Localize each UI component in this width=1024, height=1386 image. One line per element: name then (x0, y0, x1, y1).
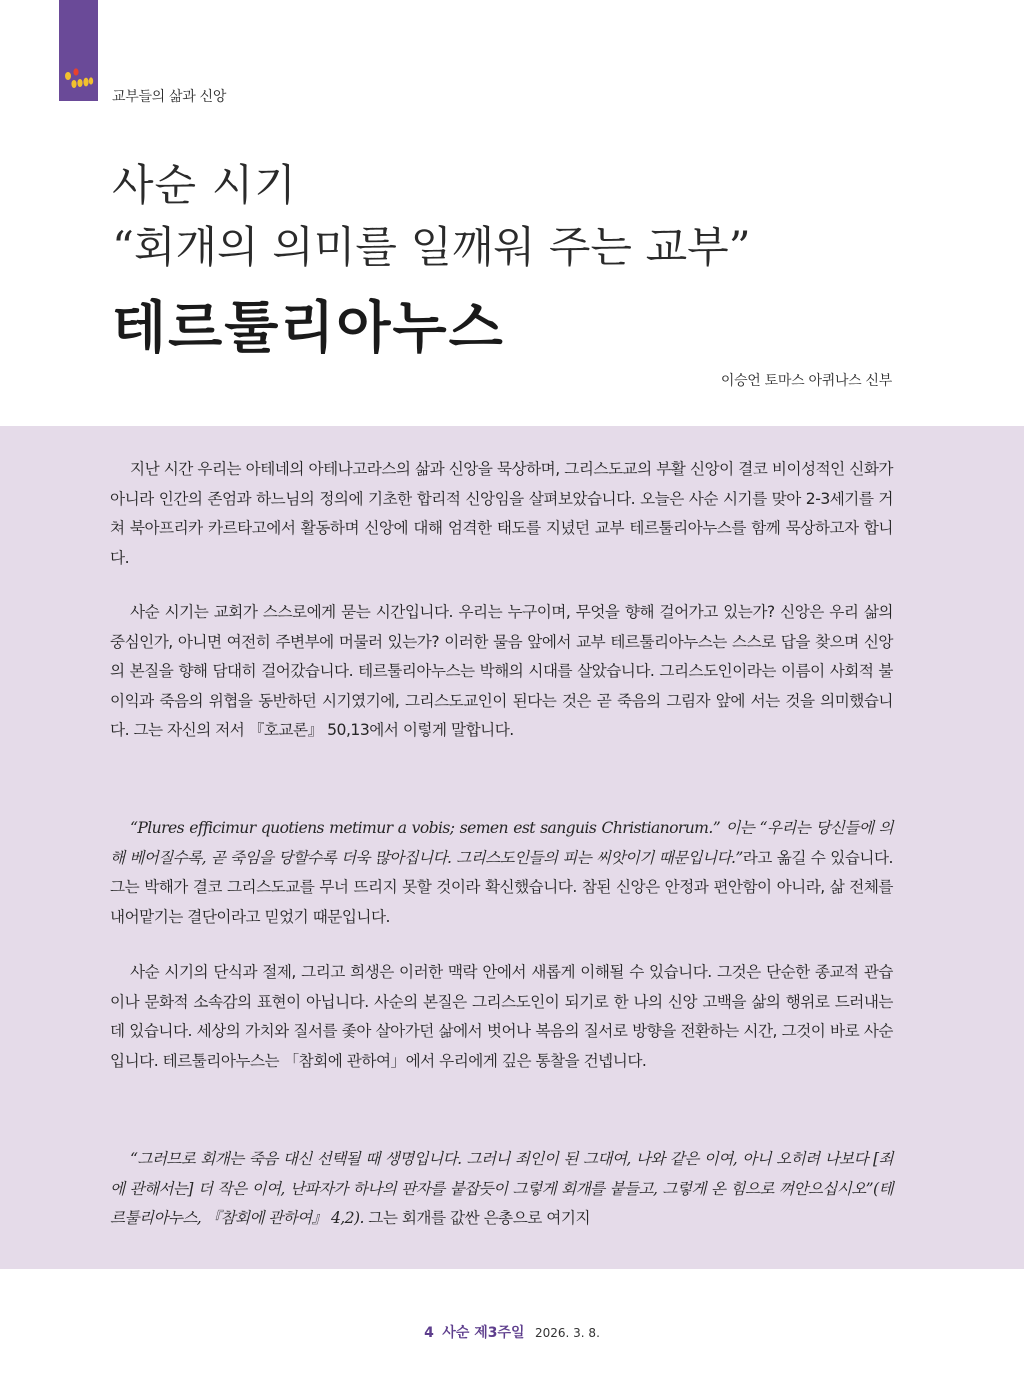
title-line-1: 사순 시기 (112, 161, 297, 211)
issue-date: 2026. 3. 8. (535, 1326, 600, 1340)
paragraph-3-text: 라고 옮길 수 있습니다. 그는 박해가 결코 그리스도교를 무너 뜨리지 못할 것이라 확신했습니다. 참된 신앙은 안정과 편안함이 아니라, 삶 전체를 내어맡기는 결단이라고 믿었기 때문입니다. (110, 848, 894, 926)
section-label: 교부들의 삶과 신앙 (112, 89, 227, 105)
author-byline: 이승언 토마스 아퀴나스 신부 (720, 373, 892, 389)
paragraph-5-text: 그는 회개를 값싼 은총으로 여기지 (363, 1209, 591, 1227)
paragraph-4: 사순 시기의 단식과 절제, 그리고 희생은 이러한 맥락 안에서 새롭게 이해될 수 있습니다. 그것은 단순한 종교적 관습이나 문화적 소속감의 표현이 아닙니다. 사순의 본질은 그리스도인이 되기로 한 나의 신앙 고백을 삶의 행위로 드러내는 데 있습니다. 세상의 가치와 질서를 좇아 살아가던 삶에서 벗어나 복음의 질서로 방향을 전환하는 시간, 그것이 바로 사순입니다. 테르툴리아누스는 「참회에 관하여」에서 우리에게 깊은 통찰을 건넵니다. (110, 963, 893, 1070)
page-footer (0, 1322, 1024, 1342)
paragraph-3-quote: “Plures efficimur quotiens metimur a vobis; semen est sanguis Christianorum.” 이는 “우리는 당신들에 의해 베어질수록, 곧 죽임을 당할수록 더욱 많아집니다. 그리스도인들의 피는 씨앗이기 때문입니다.” (110, 819, 893, 867)
title-main: 테르툴리아누스 (112, 296, 505, 361)
paragraph-3 (110, 814, 893, 932)
page-number: 4 (424, 1325, 434, 1341)
paragraph-5-quote: “그러므로 회개는 죽음 대신 선택될 때 생명입니다. 그러니 죄인이 된 그대여, 나와 같은 이여, 아니 오히려 나보다 [죄에 관해서는] 더 작은 이여, 난파자가 하나의 판자를 붙잡듯이 그렇게 회개를 붙들고, 그렇게 온 힘으로 껴안으십시오”(테르툴리아누스, 『참회에 관하여』 4,2). (110, 1150, 893, 1227)
candles-icon (61, 66, 95, 90)
liturgical-week: 사순 제3주일 (442, 1325, 525, 1341)
paragraph-2: 사순 시기는 교회가 스스로에게 묻는 시간입니다. 우리는 누구이며, 무엇을 향해 걸어가고 있는가? 신앙은 우리 삶의 중심인가, 아니면 여전히 주변부에 머물러 있는가? 이러한 물음 앞에서 교부 테르툴리아누스는 스스로 답을 찾으며 신앙의 본질을 향해 담대히 걸어갔습니다. 테르툴리아누스는 박해의 시대를 살았습니다. 그리스도인이라는 이름이 사회적 불이익과 죽음의 위협을 동반하던 시기였기에, 그리스도교인이 된다는 것은 곧 죽음의 그림자 앞에 서는 것을 의미했습니다. 그는 자신의 저서 『호교론』 50,13에서 이렇게 말합니다. (110, 603, 893, 739)
paragraph-1: 지난 시간 우리는 아테네의 아테나고라스의 삶과 신앙을 묵상하며, 그리스도교의 부활 신앙이 결코 비이성적인 신화가 아니라 인간의 존엄과 하느님의 정의에 기초한 합리적 신앙임을 살펴보았습니다. 오늘은 사순 시기를 맞아 2-3세기를 거쳐 북아프리카 카르타고에서 활동하며 신앙에 대해 엄격한 태도를 지녔던 교부 테르툴리아누스를 함께 묵상하고자 합니다. (110, 460, 893, 567)
title-line-2: “회개의 의미를 일깨워 주는 교부” (112, 223, 751, 273)
paragraph-5 (110, 1145, 893, 1234)
